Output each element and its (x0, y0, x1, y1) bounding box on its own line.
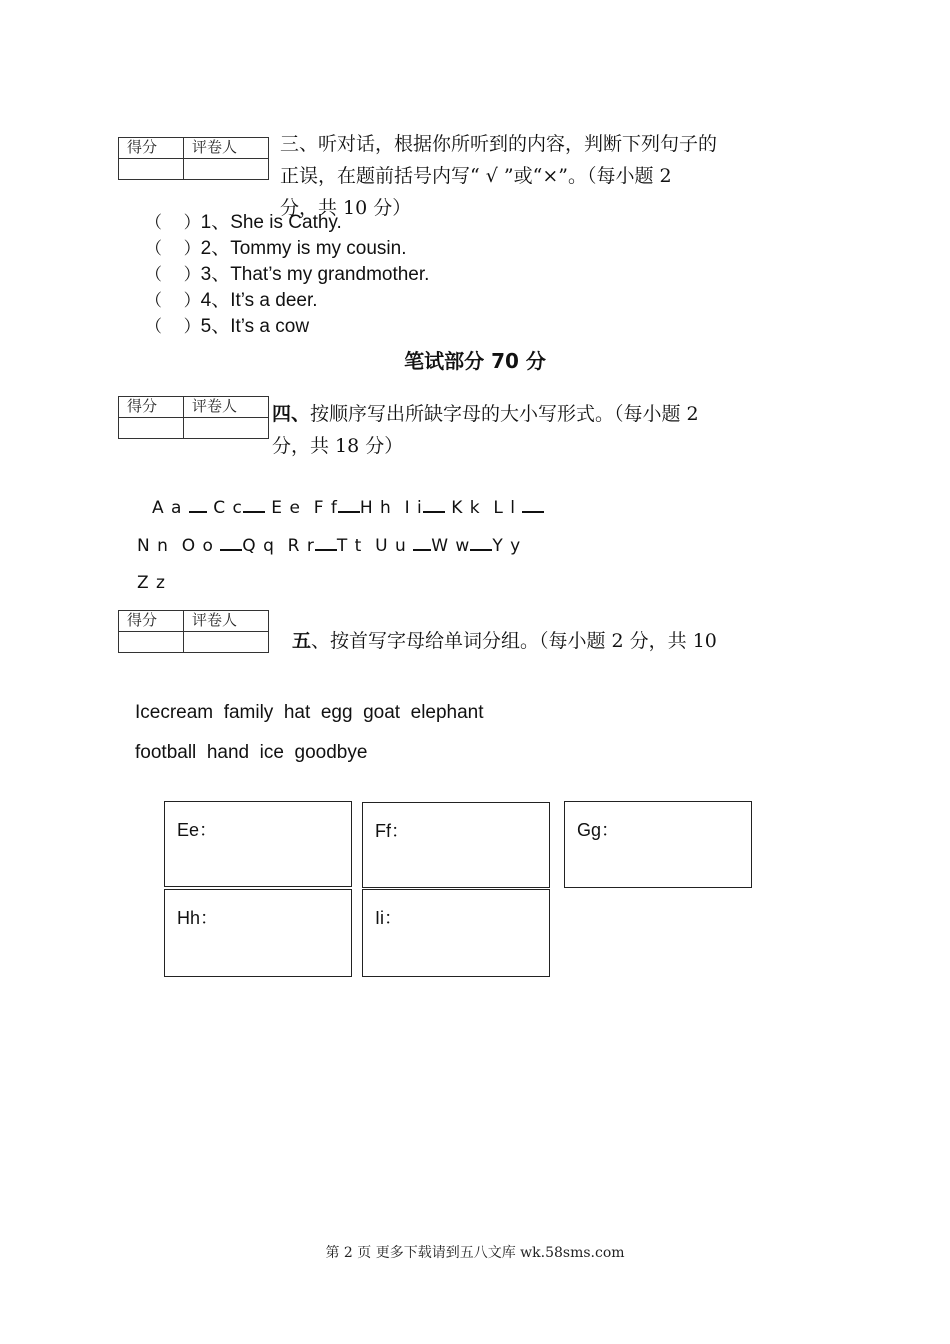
score-cell[interactable] (119, 418, 184, 439)
grader-cell[interactable] (184, 418, 269, 439)
letter-blank[interactable] (522, 495, 544, 513)
group-box-label: Ee： (177, 820, 218, 840)
section4-heading (272, 398, 812, 462)
letters-segment: K k L l (444, 498, 523, 518)
letter-blank[interactable] (315, 533, 337, 551)
letters-segment: N n O o (137, 536, 221, 556)
letters-segment: Y y (492, 536, 522, 556)
section4-heading-line2: 分，共 18 分） (272, 435, 404, 457)
letters-segment: E e F f (264, 498, 338, 518)
answer-parens[interactable]: （ ） (145, 213, 201, 233)
group-box-label: Gg： (577, 820, 620, 840)
question-item-2 (145, 236, 429, 262)
grader-label: 评卷人 (184, 611, 269, 632)
score-cell[interactable] (119, 632, 184, 653)
group-box-label: Hh： (177, 908, 219, 928)
question-text: 2、Tommy is my cousin. (200, 238, 407, 259)
score-label: 得分 (119, 138, 184, 159)
letter-blank[interactable] (220, 533, 242, 551)
letter-blank[interactable] (338, 495, 360, 513)
question-item-4 (145, 288, 429, 314)
letter-row-3: Z z (137, 573, 166, 593)
question-text: 1、She is Cathy. (200, 212, 342, 233)
letters-segment: H h I i (359, 498, 423, 518)
word-bank-line-2: football hand ice goodbye (135, 742, 368, 763)
group-box-gg[interactable] (564, 801, 752, 888)
answer-parens[interactable]: （ ） (145, 239, 201, 259)
section3-heading-line1: 三、听对话，根据你所听到的内容，判断下列句子的 (280, 133, 718, 155)
score-cell[interactable] (119, 159, 184, 180)
answer-parens[interactable]: （ ） (145, 291, 201, 311)
answer-parens[interactable]: （ ） (145, 265, 201, 285)
group-box-ff[interactable] (362, 802, 550, 888)
group-box-hh[interactable] (164, 889, 352, 977)
section4-heading-line1: 按顺序写出所缺字母的大小写形式。（每小题 2 (310, 403, 699, 425)
page-footer: 第 2 页 更多下载请到五八文库 wk.58sms.com (325, 1245, 625, 1261)
section5-heading (292, 625, 832, 657)
grader-cell[interactable] (184, 159, 269, 180)
group-box-label: Ii： (375, 908, 402, 928)
section3-heading-line2: 正误，在题前括号内写“ √ ”或“×”。（每小题 2 (280, 165, 672, 187)
question-item-1 (145, 210, 429, 236)
answer-parens[interactable]: （ ） (145, 317, 201, 337)
letter-blank[interactable] (243, 495, 265, 513)
grader-cell[interactable] (184, 632, 269, 653)
score-label: 得分 (119, 397, 184, 418)
group-box-ii[interactable] (362, 889, 550, 977)
grader-label: 评卷人 (184, 397, 269, 418)
section3-question-list (145, 210, 429, 340)
group-box-label: Ff： (375, 821, 409, 841)
grader-label: 评卷人 (184, 138, 269, 159)
score-table-section5 (118, 610, 269, 653)
question-text: 3、That’s my grandmother. (200, 264, 430, 285)
section3-heading-line3: 分，共 10 分） (280, 197, 412, 219)
letter-blank[interactable] (423, 495, 445, 513)
group-box-ee[interactable] (164, 801, 352, 887)
letters-segment: A a (152, 498, 189, 518)
score-label: 得分 (119, 611, 184, 632)
score-table-section4 (118, 396, 269, 439)
letter-blank[interactable] (470, 533, 492, 551)
written-part-title: 笔试部分 70 分 (404, 349, 546, 373)
section5-number: 五 (292, 630, 312, 652)
letters-segment: C c (206, 498, 243, 518)
letters-segment: Q q R r (242, 536, 315, 556)
letter-blank[interactable] (413, 533, 431, 551)
section5-heading-text: 、按首写字母给单词分组。（每小题 2 分，共 10 (311, 630, 717, 652)
question-item-5 (145, 314, 429, 340)
letters-segment: T t U u (336, 536, 414, 556)
letter-row-1 (152, 494, 544, 522)
section4-number: 四、 (272, 403, 311, 425)
letter-row-2 (137, 532, 521, 560)
question-text: 4、It’s a deer. (200, 290, 318, 311)
question-text: 5、It’s a cow (200, 316, 310, 337)
letters-segment: W w (431, 536, 471, 556)
score-table-section3 (118, 137, 269, 180)
question-item-3 (145, 262, 429, 288)
word-bank-line-1: Icecream family hat egg goat elephant (135, 702, 484, 723)
letter-blank[interactable] (189, 495, 207, 513)
